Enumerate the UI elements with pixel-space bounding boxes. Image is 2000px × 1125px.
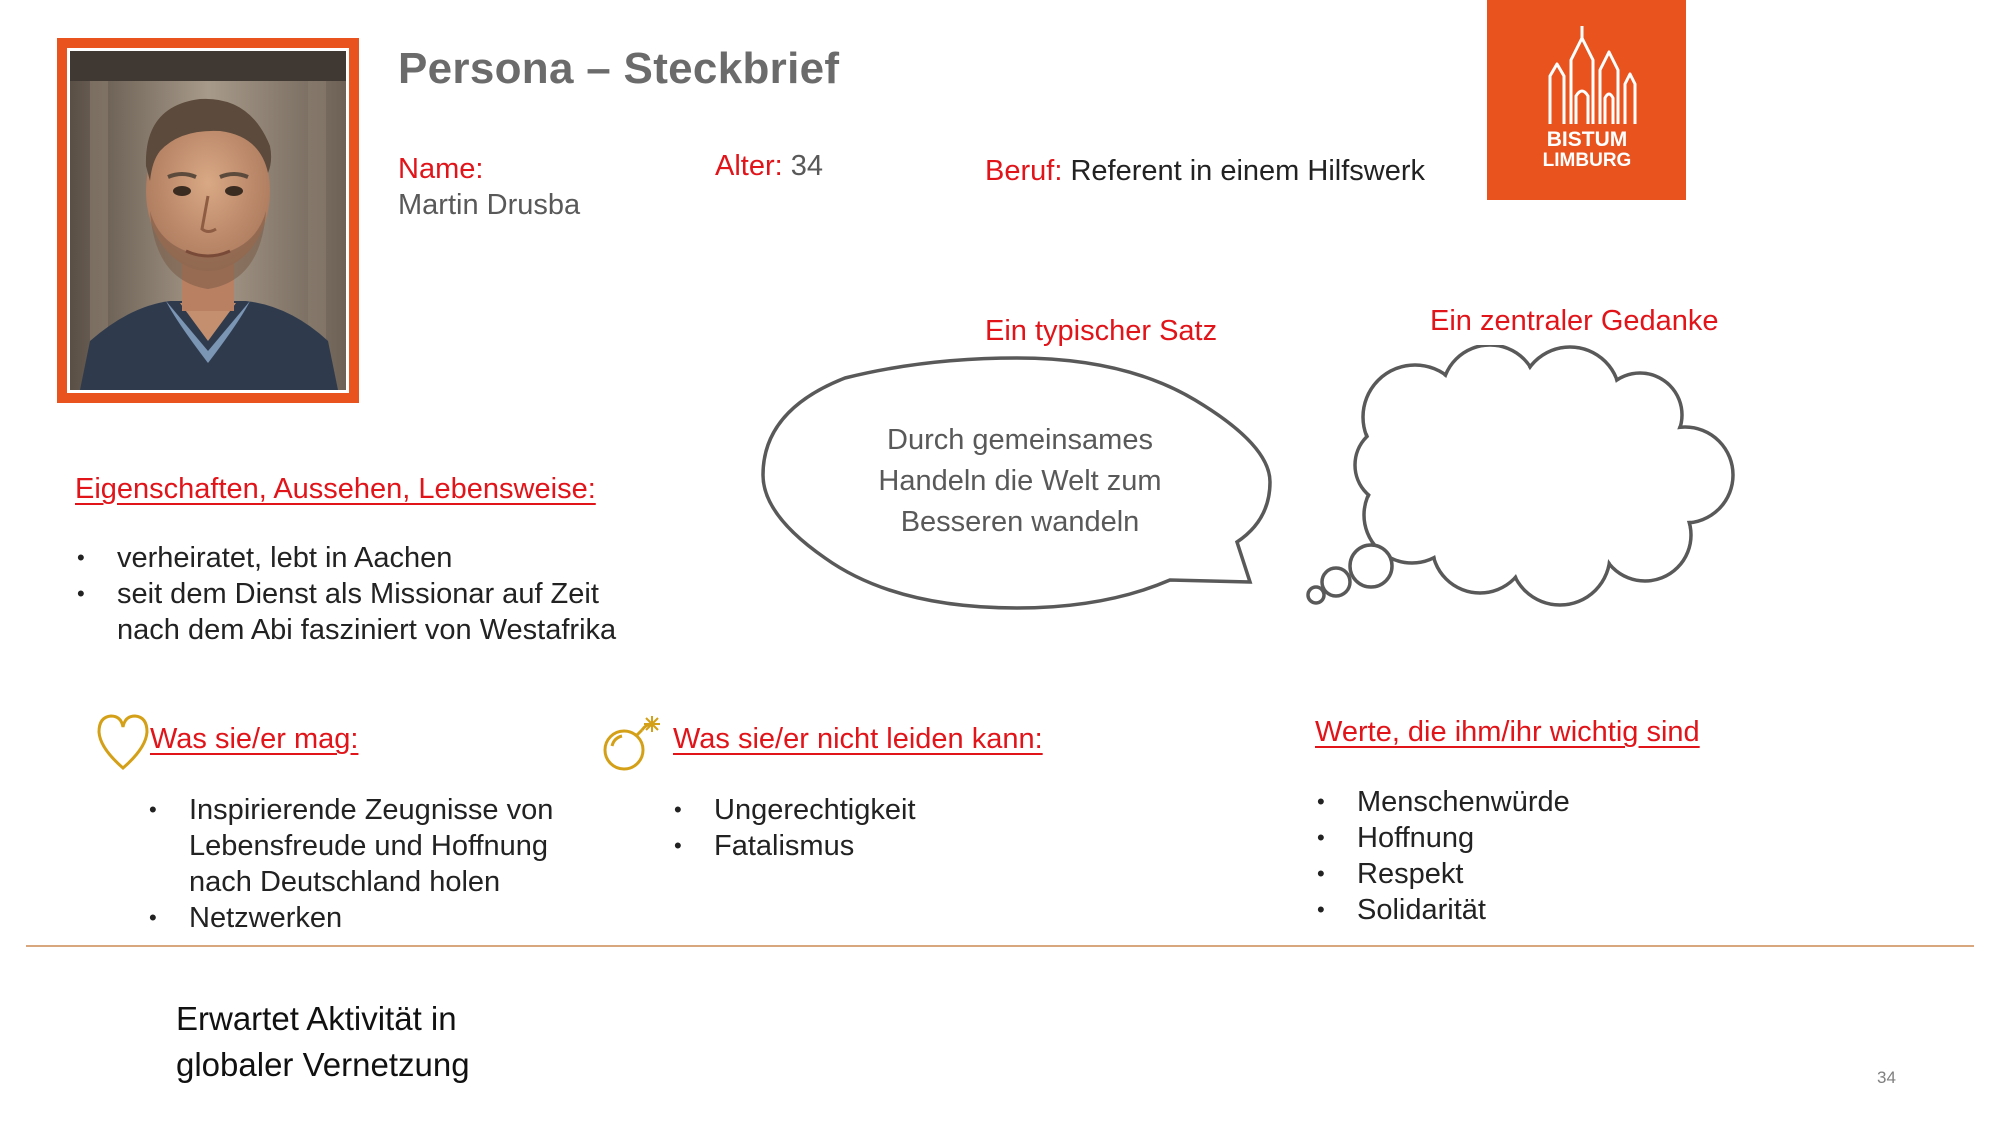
traits-heading: Eigenschaften, Aussehen, Lebensweise: <box>75 473 596 505</box>
list-item: • seit dem Dienst als Missionar auf Zeit nach dem Abi fasziniert von Westafrika <box>75 576 635 648</box>
list-item: • Solidarität <box>1315 892 1715 928</box>
bistum-logo <box>1487 0 1686 200</box>
traits-list <box>75 540 635 648</box>
speech-line: Handeln die Welt zum <box>878 465 1162 497</box>
divider-line <box>26 945 1974 947</box>
logo-line2: LIMBURG <box>1542 150 1632 171</box>
likes-heading: Was sie/er mag: <box>150 723 359 755</box>
dislikes-list <box>672 792 1072 864</box>
slide-number: 34 <box>1877 1068 1896 1087</box>
bomb-icon <box>600 710 662 774</box>
footer-note <box>176 996 470 1088</box>
list-item: • verheiratet, lebt in Aachen <box>75 540 635 576</box>
job-value: Referent in einem Hilfswerk <box>1070 155 1426 187</box>
list-item: • Hoffnung <box>1315 820 1715 856</box>
list-item: • Ungerechtigkeit <box>672 792 1072 828</box>
dislikes-heading: Was sie/er nicht leiden kann: <box>673 723 1043 755</box>
thought-bubble <box>1300 345 1760 615</box>
speech-text <box>840 420 1200 543</box>
likes-list <box>147 792 587 936</box>
persona-photo <box>57 38 359 403</box>
job-label: Beruf: <box>985 155 1063 187</box>
age-label: Alter: <box>715 150 783 182</box>
logo-line1: BISTUM <box>1546 128 1628 151</box>
list-item: • Netzwerken <box>147 900 587 936</box>
values-heading: Werte, die ihm/ihr wichtig sind <box>1315 716 1700 748</box>
age-value: 34 <box>790 150 824 182</box>
list-item: • Fatalismus <box>672 828 1072 864</box>
cathedral-icon <box>1487 0 1686 200</box>
thought-caption: Ein zentraler Gedanke <box>1430 305 1719 337</box>
name-label: Name: <box>398 153 484 185</box>
page-title: Persona – Steckbrief <box>398 44 840 93</box>
list-item: • Inspirierende Zeugnisse von Lebensfreude und Hoffnung nach Deutschland holen <box>147 792 587 900</box>
footer-line: globaler Vernetzung <box>176 1046 470 1083</box>
portrait-image <box>70 51 346 390</box>
speech-line: Besseren wandeln <box>900 506 1140 538</box>
age-field <box>715 150 823 183</box>
speech-line: Durch gemeinsames <box>887 424 1153 456</box>
heart-icon <box>96 712 150 772</box>
values-list <box>1315 784 1715 928</box>
speech-caption: Ein typischer Satz <box>985 315 1218 347</box>
list-item: • Respekt <box>1315 856 1715 892</box>
name-value: Martin Drusba <box>398 189 581 221</box>
list-item: • Menschenwürde <box>1315 784 1715 820</box>
footer-line: Erwartet Aktivität in <box>176 1000 457 1037</box>
job-field <box>985 155 1425 188</box>
